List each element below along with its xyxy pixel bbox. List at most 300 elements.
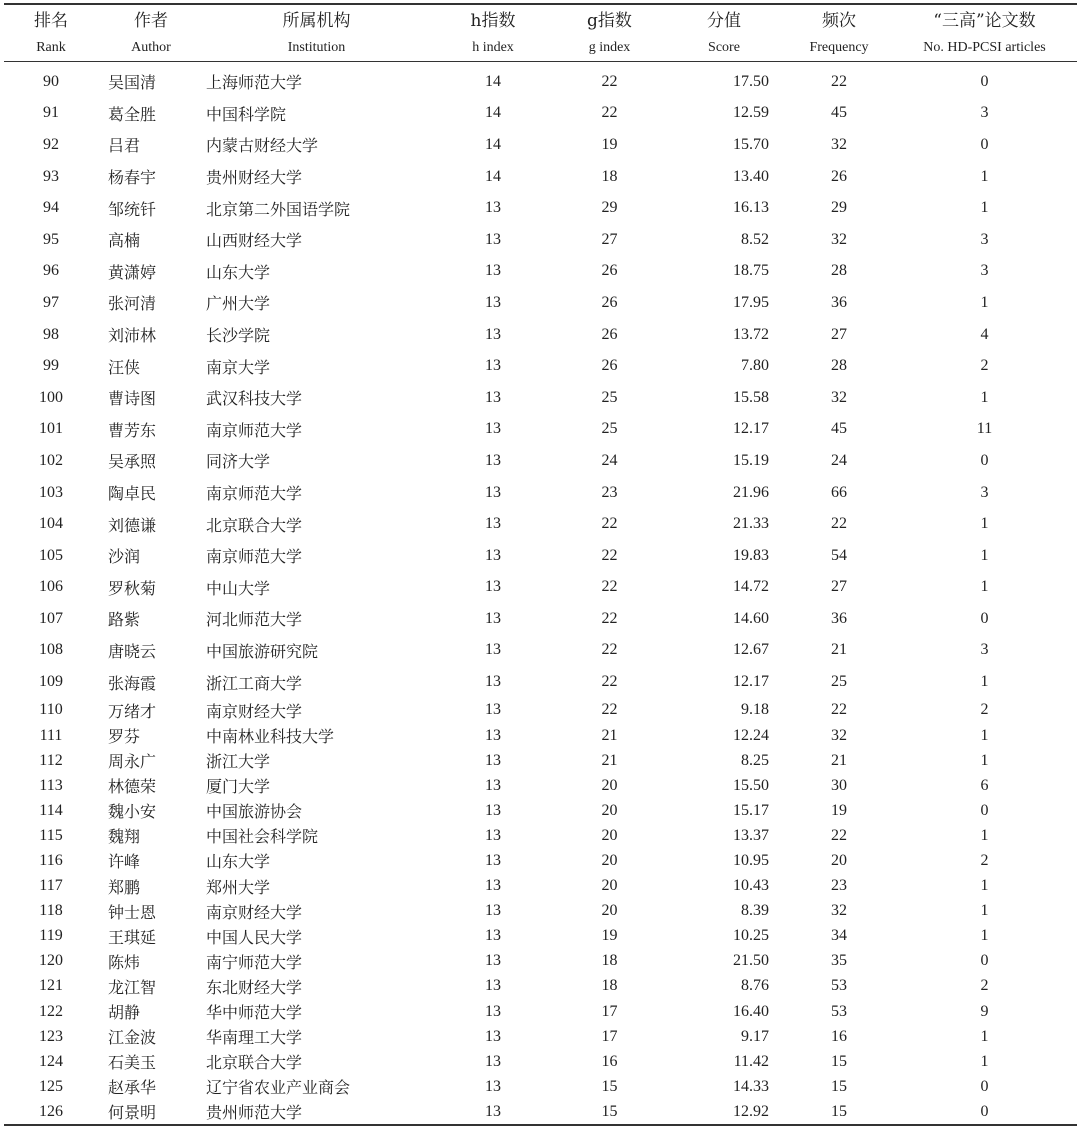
- cell-institution: 南宁师范大学: [206, 952, 303, 972]
- cell-h-index: 13: [485, 357, 501, 375]
- table-row: [4, 129, 1077, 161]
- cell-three-high-articles: 2: [980, 357, 989, 375]
- cell-g-index: 22: [601, 609, 618, 627]
- cell-author: 吴国清: [108, 73, 157, 93]
- cell-h-index: 13: [429, 1099, 557, 1125]
- table-row: [4, 1024, 1077, 1049]
- cell-author: 路紫: [108, 610, 141, 630]
- cell-institution: 郑州大学: [206, 877, 271, 897]
- cell-h-index: 14: [485, 135, 501, 153]
- cell-three-high-articles: 0: [980, 1077, 989, 1095]
- cell-score: 12.17: [733, 673, 769, 691]
- cell-g-index: 15: [557, 1099, 662, 1125]
- cell-g-index: 18: [601, 952, 618, 970]
- cell-h-index: 13: [485, 451, 501, 469]
- header-three-high-articles-en: No. HD-PCSI articles: [892, 34, 1077, 62]
- cell-rank: 101: [39, 420, 63, 438]
- cell-h-index: 13: [485, 293, 501, 311]
- cell-score: 9.18: [741, 701, 769, 719]
- cell-author: 许峰: [108, 852, 141, 872]
- cell-three-high-articles: 1: [980, 751, 989, 769]
- cell-author: 吕君: [108, 136, 141, 156]
- cell-rank: 120: [39, 952, 63, 970]
- cell-rank: 92: [43, 135, 59, 153]
- header-institution-cn: 所属机构: [204, 4, 429, 34]
- cell-institution: 贵州财经大学: [206, 168, 303, 188]
- cell-rank: 96: [43, 262, 59, 280]
- cell-score: 14.60: [733, 609, 769, 627]
- table-row: [4, 508, 1077, 540]
- cell-frequency: 45: [831, 104, 847, 122]
- cell-author: 葛全胜: [108, 104, 157, 124]
- cell-g-index: 26: [601, 262, 618, 280]
- cell-g-index: 22: [601, 546, 618, 564]
- cell-rank: 111: [39, 726, 63, 744]
- cell-h-index: 13: [485, 726, 501, 744]
- table-row: [4, 477, 1077, 509]
- cell-h-index: 13: [485, 927, 501, 945]
- cell-three-high-articles: 1: [980, 1052, 989, 1070]
- cell-frequency: 30: [831, 776, 847, 794]
- header-score-en: Score: [662, 34, 786, 62]
- cell-institution: 贵州师范大学: [204, 1099, 429, 1125]
- cell-g-index: 17: [601, 1002, 618, 1020]
- cell-three-high-articles: 0: [980, 135, 989, 153]
- cell-three-high-articles: 3: [980, 230, 989, 248]
- cell-frequency: 27: [831, 325, 847, 343]
- cell-score: 15.17: [733, 801, 769, 819]
- cell-frequency: 32: [831, 902, 847, 920]
- cell-h-index: 13: [485, 776, 501, 794]
- cell-institution: 南京财经大学: [206, 902, 303, 922]
- cell-three-high-articles: 0: [980, 451, 989, 469]
- cell-g-index: 21: [601, 751, 618, 769]
- cell-h-index: 13: [485, 388, 501, 406]
- cell-author: 唐晓云: [108, 641, 157, 661]
- cell-author: 江金波: [108, 1028, 157, 1048]
- cell-author: 黄潇婷: [108, 262, 157, 282]
- cell-rank: 124: [39, 1052, 63, 1070]
- cell-institution: 内蒙古财经大学: [206, 136, 319, 156]
- cell-frequency: 24: [831, 451, 847, 469]
- cell-g-index: 16: [601, 1052, 618, 1070]
- cell-institution: 南京师范大学: [206, 547, 303, 567]
- cell-three-high-articles: 1: [980, 673, 989, 691]
- cell-author: 赵承华: [108, 1078, 157, 1098]
- cell-author: 何景明: [98, 1099, 204, 1125]
- cell-rank: 103: [39, 483, 63, 501]
- cell-rank: 123: [39, 1027, 63, 1045]
- table-row: [4, 974, 1077, 999]
- cell-author: 陈炜: [108, 952, 141, 972]
- table-row: [4, 773, 1077, 798]
- table-row: [4, 256, 1077, 288]
- cell-g-index: 26: [601, 325, 618, 343]
- cell-h-index: 13: [485, 325, 501, 343]
- cell-author: 刘德谦: [108, 515, 157, 535]
- cell-score: 21.96: [733, 483, 769, 501]
- cell-institution: 长沙学院: [206, 326, 271, 346]
- cell-institution: 南京师范大学: [206, 420, 303, 440]
- cell-rank: 106: [39, 578, 63, 596]
- cell-h-index: 13: [485, 515, 501, 533]
- cell-h-index: 13: [485, 199, 501, 217]
- cell-rank: 105: [39, 546, 63, 564]
- cell-frequency: 27: [831, 578, 847, 596]
- cell-score: 15.50: [733, 776, 769, 794]
- cell-three-high-articles: 1: [980, 826, 989, 844]
- cell-institution: 中南林业科技大学: [206, 727, 335, 747]
- cell-rank: 110: [39, 701, 63, 719]
- cell-author: 邹统钎: [108, 199, 157, 219]
- cell-institution: 北京第二外国语学院: [206, 199, 351, 219]
- cell-three-high-articles: 0: [980, 952, 989, 970]
- cell-score: 16.40: [733, 1002, 769, 1020]
- cell-score: 8.39: [741, 902, 769, 920]
- cell-rank: 97: [43, 293, 59, 311]
- cell-rank: 125: [39, 1077, 63, 1095]
- cell-rank: 122: [39, 1002, 63, 1020]
- cell-frequency: 15: [831, 1077, 847, 1095]
- cell-score: 14.72: [733, 578, 769, 596]
- cell-three-high-articles: 3: [980, 104, 989, 122]
- table-row: [4, 848, 1077, 873]
- cell-g-index: 25: [601, 388, 618, 406]
- table-row: [4, 723, 1077, 748]
- cell-h-index: 13: [485, 578, 501, 596]
- cell-score: 13.40: [733, 167, 769, 185]
- cell-score: 21.33: [733, 515, 769, 533]
- table-row: [4, 382, 1077, 414]
- cell-three-high-articles: 6: [980, 776, 989, 794]
- cell-g-index: 19: [601, 135, 618, 153]
- table-row: [4, 635, 1077, 667]
- cell-institution: 中国人民大学: [206, 927, 303, 947]
- table-row: [4, 1074, 1077, 1099]
- cell-three-high-articles: 1: [980, 927, 989, 945]
- cell-g-index: 25: [601, 420, 618, 438]
- header-row-english: [4, 34, 1077, 62]
- cell-three-high-articles: 3: [980, 641, 989, 659]
- cell-h-index: 13: [485, 673, 501, 691]
- cell-g-index: 20: [601, 851, 618, 869]
- cell-three-high-articles: 0: [980, 609, 989, 627]
- cell-g-index: 22: [601, 701, 618, 719]
- table-row: [4, 823, 1077, 848]
- cell-score: 15.70: [733, 135, 769, 153]
- cell-g-index: 19: [601, 927, 618, 945]
- cell-g-index: 15: [601, 1077, 618, 1095]
- table-row: [4, 666, 1077, 698]
- cell-frequency: 53: [831, 1002, 847, 1020]
- cell-author: 张河清: [108, 294, 157, 314]
- table-row: [4, 924, 1077, 949]
- cell-frequency: 21: [831, 641, 847, 659]
- cell-rank: 118: [39, 902, 63, 920]
- header-score-cn: 分值: [662, 4, 786, 34]
- cell-h-index: 13: [485, 1077, 501, 1095]
- cell-frequency: 32: [831, 135, 847, 153]
- cell-g-index: 22: [601, 104, 618, 122]
- cell-score: 7.80: [741, 357, 769, 375]
- table-row: [4, 572, 1077, 604]
- cell-frequency: 22: [831, 701, 847, 719]
- cell-institution: 武汉科技大学: [206, 389, 303, 409]
- cell-author: 魏小安: [108, 802, 157, 822]
- cell-g-index: 27: [601, 230, 618, 248]
- cell-author: 曹芳东: [108, 420, 157, 440]
- cell-score: 17.95: [733, 293, 769, 311]
- cell-g-index: 22: [601, 72, 618, 90]
- cell-h-index: 13: [485, 851, 501, 869]
- cell-rank: 126: [4, 1099, 98, 1125]
- cell-three-high-articles: 3: [980, 483, 989, 501]
- cell-author: 罗秋菊: [108, 578, 157, 598]
- cell-institution: 华南理工大学: [206, 1028, 303, 1048]
- cell-h-index: 13: [485, 826, 501, 844]
- table-row: [4, 319, 1077, 351]
- cell-rank: 95: [43, 230, 59, 248]
- table-row: [4, 899, 1077, 924]
- header-frequency-cn: 频次: [786, 4, 892, 34]
- cell-g-index: 20: [601, 902, 618, 920]
- cell-institution: 上海师范大学: [206, 73, 303, 93]
- cell-three-high-articles: 1: [980, 578, 989, 596]
- cell-h-index: 13: [485, 801, 501, 819]
- cell-score: 15.58: [733, 388, 769, 406]
- cell-author: 高楠: [108, 231, 141, 251]
- table-row: [4, 999, 1077, 1024]
- cell-institution: 辽宁省农业产业商会: [206, 1078, 351, 1098]
- cell-frequency: 45: [831, 420, 847, 438]
- cell-score: 16.13: [733, 199, 769, 217]
- cell-three-high-articles: 1: [980, 546, 989, 564]
- cell-rank: 104: [39, 515, 63, 533]
- cell-score: 8.25: [741, 751, 769, 769]
- cell-g-index: 20: [601, 776, 618, 794]
- table-row: [4, 414, 1077, 446]
- table-row: [4, 98, 1077, 130]
- cell-frequency: 28: [831, 262, 847, 280]
- cell-institution: 中国科学院: [206, 104, 287, 124]
- cell-score: 15.19: [733, 451, 769, 469]
- cell-h-index: 13: [485, 230, 501, 248]
- cell-three-high-articles: 0: [980, 801, 989, 819]
- header-rank-cn: 排名: [4, 4, 98, 34]
- table-row: [4, 350, 1077, 382]
- cell-rank: 121: [39, 977, 63, 995]
- cell-rank: 115: [39, 826, 63, 844]
- cell-g-index: 20: [601, 826, 618, 844]
- cell-institution: 中国社会科学院: [206, 827, 319, 847]
- cell-h-index: 14: [485, 104, 501, 122]
- cell-three-high-articles: 0: [892, 1099, 1077, 1125]
- cell-rank: 100: [39, 388, 63, 406]
- cell-institution: 南京大学: [206, 357, 271, 377]
- cell-rank: 94: [43, 199, 59, 217]
- cell-three-high-articles: 1: [980, 1027, 989, 1045]
- cell-g-index: 22: [601, 578, 618, 596]
- cell-h-index: 13: [485, 877, 501, 895]
- cell-score: 14.33: [733, 1077, 769, 1095]
- cell-h-index: 13: [485, 902, 501, 920]
- cell-g-index: 24: [601, 451, 618, 469]
- cell-three-high-articles: 2: [980, 701, 989, 719]
- cell-author: 周永广: [108, 752, 157, 772]
- cell-g-index: 17: [601, 1027, 618, 1045]
- table-row: [4, 874, 1077, 899]
- cell-author: 石美玉: [108, 1053, 157, 1073]
- cell-rank: 114: [39, 801, 63, 819]
- cell-three-high-articles: 3: [980, 262, 989, 280]
- table-row: [4, 748, 1077, 773]
- cell-g-index: 18: [601, 167, 618, 185]
- table-row: [4, 540, 1077, 572]
- cell-rank: 117: [39, 877, 63, 895]
- cell-h-index: 13: [485, 1027, 501, 1045]
- cell-institution: 河北师范大学: [206, 610, 303, 630]
- cell-rank: 98: [43, 325, 59, 343]
- cell-frequency: 54: [831, 546, 847, 564]
- cell-rank: 93: [43, 167, 59, 185]
- cell-three-high-articles: 1: [980, 877, 989, 895]
- cell-frequency: 25: [831, 673, 847, 691]
- cell-score: 12.92: [662, 1099, 786, 1125]
- cell-rank: 91: [43, 104, 59, 122]
- table-row: [4, 603, 1077, 635]
- cell-g-index: 23: [601, 483, 618, 501]
- cell-author: 郑鹏: [108, 877, 141, 897]
- cell-institution: 中国旅游协会: [206, 802, 303, 822]
- cell-institution: 同济大学: [206, 452, 271, 472]
- cell-score: 12.24: [733, 726, 769, 744]
- cell-three-high-articles: 4: [980, 325, 989, 343]
- table-row: [4, 62, 1077, 98]
- cell-score: 19.83: [733, 546, 769, 564]
- cell-frequency: 20: [831, 851, 847, 869]
- table-row: [4, 192, 1077, 224]
- cell-three-high-articles: 1: [980, 199, 989, 217]
- cell-rank: 107: [39, 609, 63, 627]
- cell-author: 陶卓民: [108, 484, 157, 504]
- cell-score: 8.52: [741, 230, 769, 248]
- cell-rank: 109: [39, 673, 63, 691]
- cell-rank: 108: [39, 641, 63, 659]
- cell-score: 8.76: [741, 977, 769, 995]
- table-row: [4, 445, 1077, 477]
- cell-frequency: 32: [831, 388, 847, 406]
- cell-author: 龙江智: [108, 977, 157, 997]
- cell-institution: 南京师范大学: [206, 484, 303, 504]
- cell-frequency: 36: [831, 293, 847, 311]
- cell-institution: 中国旅游研究院: [206, 641, 319, 661]
- table-row: [4, 1099, 1077, 1125]
- cell-h-index: 13: [485, 641, 501, 659]
- cell-three-high-articles: 1: [980, 902, 989, 920]
- table-row: [4, 698, 1077, 723]
- cell-author: 王琪延: [108, 927, 157, 947]
- cell-frequency: 28: [831, 357, 847, 375]
- cell-institution: 山东大学: [206, 852, 271, 872]
- header-h-index-cn: h指数: [429, 4, 557, 34]
- cell-frequency: 36: [831, 609, 847, 627]
- table-row: [4, 798, 1077, 823]
- header-author-cn: 作者: [98, 4, 204, 34]
- header-institution-en: Institution: [204, 34, 429, 62]
- cell-frequency: 32: [831, 230, 847, 248]
- cell-h-index: 13: [485, 952, 501, 970]
- cell-institution: 中山大学: [206, 578, 271, 598]
- cell-h-index: 13: [485, 546, 501, 564]
- cell-g-index: 26: [601, 293, 618, 311]
- cell-institution: 山东大学: [206, 262, 271, 282]
- header-frequency-en: Frequency: [786, 34, 892, 62]
- cell-institution: 南京财经大学: [206, 701, 303, 721]
- cell-frequency: 21: [831, 751, 847, 769]
- cell-three-high-articles: 9: [980, 1002, 989, 1020]
- cell-three-high-articles: 2: [980, 977, 989, 995]
- cell-frequency: 53: [831, 977, 847, 995]
- cell-institution: 厦门大学: [206, 777, 271, 797]
- cell-score: 12.17: [733, 420, 769, 438]
- cell-score: 9.17: [741, 1027, 769, 1045]
- cell-author: 钟士恩: [108, 902, 157, 922]
- cell-g-index: 20: [601, 801, 618, 819]
- cell-rank: 99: [43, 357, 59, 375]
- cell-author: 张海霞: [108, 673, 157, 693]
- header-g-index-cn: g指数: [557, 4, 662, 34]
- cell-institution: 北京联合大学: [206, 515, 303, 535]
- header-g-index-en: g index: [557, 34, 662, 62]
- cell-author: 胡静: [108, 1003, 141, 1023]
- cell-three-high-articles: 1: [980, 515, 989, 533]
- table-row: [4, 287, 1077, 319]
- header-rank-en: Rank: [4, 34, 98, 62]
- cell-g-index: 20: [601, 877, 618, 895]
- cell-score: 10.43: [733, 877, 769, 895]
- cell-h-index: 13: [485, 609, 501, 627]
- cell-three-high-articles: 1: [980, 726, 989, 744]
- cell-three-high-articles: 0: [980, 72, 989, 90]
- cell-author: 罗芬: [108, 727, 141, 747]
- cell-h-index: 13: [485, 1052, 501, 1070]
- cell-rank: 90: [43, 72, 59, 90]
- cell-frequency: 32: [831, 726, 847, 744]
- cell-institution: 广州大学: [206, 294, 271, 314]
- cell-rank: 112: [39, 751, 63, 769]
- cell-g-index: 26: [601, 357, 618, 375]
- cell-institution: 东北财经大学: [206, 977, 303, 997]
- cell-frequency: 34: [831, 927, 847, 945]
- cell-score: 13.72: [733, 325, 769, 343]
- cell-h-index: 13: [485, 751, 501, 769]
- cell-institution: 浙江工商大学: [206, 673, 303, 693]
- cell-g-index: 22: [601, 515, 618, 533]
- cell-three-high-articles: 1: [980, 167, 989, 185]
- cell-three-high-articles: 11: [976, 420, 993, 438]
- cell-g-index: 22: [601, 673, 618, 691]
- cell-score: 12.67: [733, 641, 769, 659]
- table-row: [4, 161, 1077, 193]
- cell-author: 杨春宇: [108, 168, 157, 188]
- cell-g-index: 29: [601, 199, 618, 217]
- cell-three-high-articles: 1: [980, 293, 989, 311]
- ranking-table: [4, 3, 1077, 1126]
- cell-frequency: 35: [831, 952, 847, 970]
- cell-frequency: 29: [831, 199, 847, 217]
- cell-score: 18.75: [733, 262, 769, 280]
- cell-institution: 浙江大学: [206, 752, 271, 772]
